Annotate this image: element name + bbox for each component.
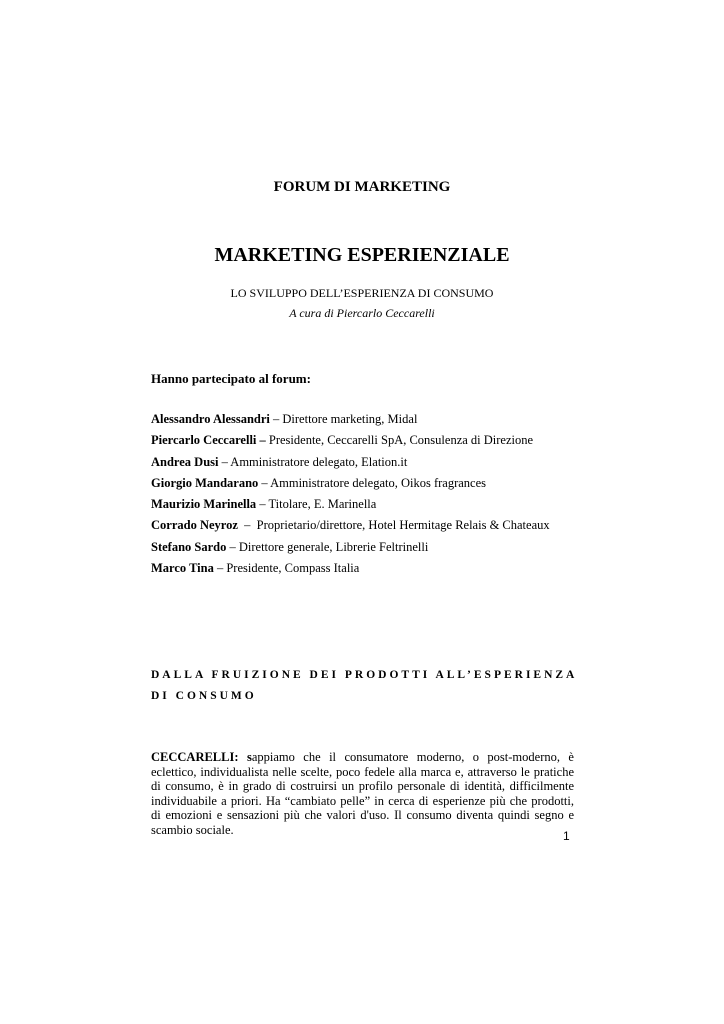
participants-list <box>151 411 550 581</box>
participant-item <box>151 432 550 453</box>
participant-name: Piercarlo Ceccarelli – <box>151 433 266 448</box>
section-heading: DALLA FRUIZIONE DEI PRODOTTI ALL’ESPERIENZA DI CONSUMO <box>151 669 577 702</box>
participant-role: Presidente, Ceccarelli SpA, Consulenza di Direzione <box>265 433 534 448</box>
participant-name: Andrea Dusi <box>151 454 219 469</box>
participant-item <box>151 517 550 538</box>
participants-heading: Hanno partecipato al forum: <box>151 371 311 386</box>
body-text: appiamo che il consumatore moderno, o post-moderno, è eclettico, individualista nelle scelte, poco fedele alla marca e, attraverso le pratiche di consumo, è in grado di costruirsi un profilo personale di identità, difficilmente individuabile a priori. Ha “cambiato pelle” in cerca di esperienze più che prodotti, di emozioni e sensazioni più che valori d'uso. Il consumo diventa quindi segno e scambio sociale. <box>151 750 574 837</box>
forum-label: FORUM DI MARKETING <box>273 179 451 195</box>
participant-role: – Titolare, E. Marinella <box>256 497 377 512</box>
participant-item <box>151 454 550 475</box>
participant-name: Marco Tina <box>151 561 214 576</box>
participant-role: – Presidente, Compass Italia <box>213 561 360 576</box>
participant-name: Alessandro Alessandri <box>151 412 270 426</box>
participant-role: – Proprietario/direttore, Hotel Hermitage Relais & Chateaux <box>237 518 550 533</box>
participant-item <box>151 496 550 517</box>
participant-item <box>151 475 550 496</box>
participant-name: Maurizio Marinella <box>151 497 257 512</box>
participant-role: – Direttore marketing, Midal <box>269 412 418 426</box>
body-paragraph <box>151 750 574 837</box>
participant-role: – Amministratore delegato, Elation.it <box>218 454 408 469</box>
page-number: 1 <box>563 829 570 843</box>
participant-item <box>151 411 550 432</box>
participant-role: – Amministratore delegato, Oikos fragrances <box>258 475 487 490</box>
page-subtitle: LO SVILUPPO DELL’ESPERIENZA DI CONSUMO <box>230 286 494 300</box>
speaker-label: CECCARELLI: s <box>151 750 252 764</box>
participant-item <box>151 560 550 581</box>
participant-name: Corrado Neyroz <box>151 518 238 533</box>
participant-name: Giorgio Mandarano <box>151 475 259 490</box>
participant-role: – Direttore generale, Librerie Feltrinelli <box>226 539 429 554</box>
page-title: MARKETING ESPERIENZIALE <box>214 244 510 266</box>
curator-line: A cura di Piercarlo Ceccarelli <box>289 306 435 320</box>
participant-name: Stefano Sardo <box>151 539 227 554</box>
participant-item <box>151 539 550 560</box>
